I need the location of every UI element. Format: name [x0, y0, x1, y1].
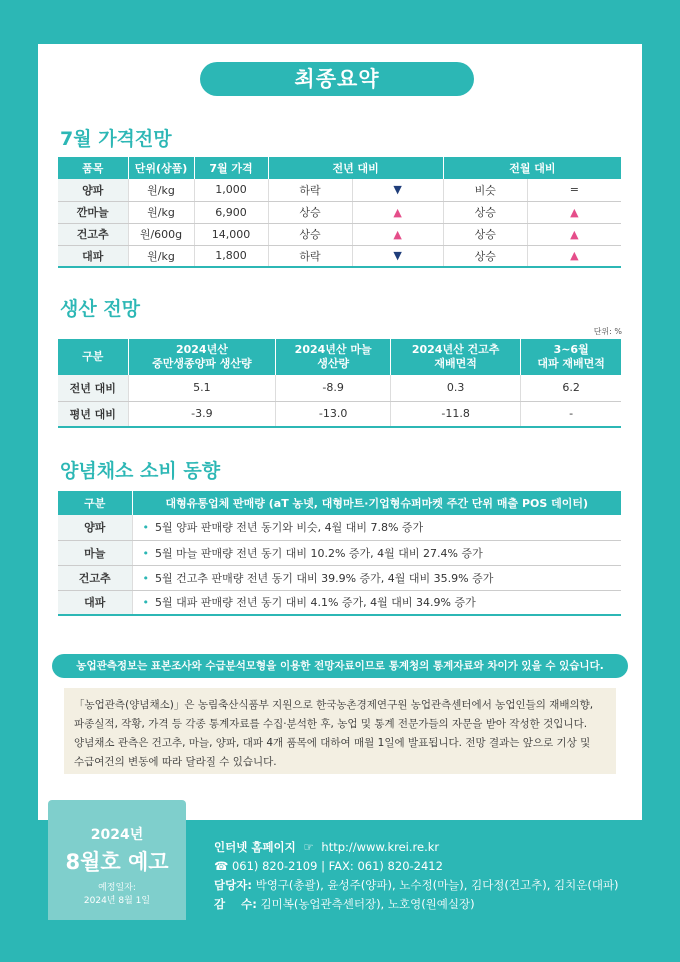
production-header: 2024년산 마늘 생산량	[276, 339, 391, 375]
contact-info	[214, 838, 619, 914]
summary-banner: 최종요약	[200, 62, 474, 96]
price-value: 6,900	[194, 201, 268, 223]
next-issue-year: 2024년	[90, 827, 144, 843]
phone-icon: ☎	[214, 859, 229, 873]
info-line: 파종실적, 작황, 가격 등 각종 통계자료를 수집·분석한 후, 농업 및 통계 전문가들의 자문을 받아 작성한 것입니다.	[74, 718, 588, 730]
price-row	[58, 201, 621, 223]
price-row	[58, 179, 621, 201]
phone-fax: 061) 820-2109 | FAX: 061) 820-2412	[231, 859, 443, 873]
next-issue-month: 8월호 예고	[65, 850, 169, 874]
homepage-link[interactable]: http://www.krei.re.kr	[321, 840, 440, 854]
price-mom: 상승	[443, 201, 527, 223]
consumption-text: 5월 건고추 판매량 전년 동기 대비 39.9% 증가, 4월 대비 35.9% 증가	[155, 571, 494, 585]
consumption-row	[58, 565, 621, 590]
next-issue-date-label: 예정일자:	[98, 883, 136, 893]
notice-bar: 농업관측정보는 표본조사와 수급분석모형을 이용한 전망자료이므로 통계청의 통계자료와 차이가 있을 수 있습니다.	[52, 654, 628, 678]
price-value: 1,000	[194, 179, 268, 201]
consumption-text: 5월 양파 판매량 전년 동기와 비슷, 4월 대비 7.8% 증가	[155, 521, 424, 535]
production-row	[58, 375, 621, 401]
price-header-unit: 단위(상품)	[128, 157, 194, 179]
production-value: -11.8	[390, 401, 520, 427]
price-mom-symbol: =	[527, 179, 621, 201]
consumption-row-label: 양파	[58, 515, 132, 540]
price-yoy-symbol: ▼	[352, 245, 443, 267]
consumption-text: 5월 대파 판매량 전년 동기 대비 4.1% 증가, 4월 대비 34.9% 증가	[155, 596, 476, 610]
info-line: 「농업관측(양념채소)」은 농림축산식품부 지원으로 한국농촌경제연구원 농업관측센터에서 농업인들의 재배의향,	[74, 699, 594, 711]
price-item: 건고추	[58, 223, 128, 245]
consumption-row-cell	[132, 515, 621, 540]
price-unit: 원/kg	[128, 179, 194, 201]
price-item: 양파	[58, 179, 128, 201]
consumption-row-label: 건고추	[58, 565, 132, 590]
bullet-icon: •	[142, 596, 149, 610]
price-mom-symbol: ▲	[527, 245, 621, 267]
production-row-label: 평년 대비	[58, 401, 128, 427]
price-value: 1,800	[194, 245, 268, 267]
price-mom: 상승	[443, 223, 527, 245]
consumption-header-category: 구분	[58, 491, 132, 515]
price-yoy: 하락	[268, 245, 352, 267]
production-unit-label: 단위: %	[593, 327, 622, 336]
price-section-title: 7월 가격전망	[60, 128, 172, 150]
production-header: 2024년산 건고추 재배면적	[390, 339, 520, 375]
homepage-label: 인터넷 홈페이지	[214, 840, 296, 854]
consumption-text: 5월 마늘 판매량 전년 동기 대비 10.2% 증가, 4월 대비 27.4% 증가	[155, 546, 483, 560]
production-value: 5.1	[128, 375, 276, 401]
bullet-icon: •	[142, 571, 149, 585]
production-value: -8.9	[276, 375, 391, 401]
price-unit: 원/600g	[128, 223, 194, 245]
price-row	[58, 245, 621, 267]
consumption-row-cell	[132, 590, 621, 615]
consumption-row-cell	[132, 540, 621, 565]
production-value: -3.9	[128, 401, 276, 427]
production-value: 6.2	[521, 375, 621, 401]
price-yoy-symbol: ▲	[352, 201, 443, 223]
consumption-header-sales: 대형유통업체 판매량 (aT 농넷, 대형마트·기업형슈퍼마켓 주간 단위 매출 POS 데이터)	[132, 491, 621, 515]
price-item: 깐마늘	[58, 201, 128, 223]
price-yoy: 상승	[268, 223, 352, 245]
price-row	[58, 223, 621, 245]
consumption-row-cell	[132, 565, 621, 590]
pointing-hand-icon: ☞	[303, 840, 314, 854]
report-sheet	[38, 44, 642, 820]
consumption-section-title: 양념채소 소비 동향	[60, 460, 221, 482]
price-mom-symbol: ▲	[527, 201, 621, 223]
production-header: 3~6월 대파 재배면적	[521, 339, 621, 375]
price-mom: 상승	[443, 245, 527, 267]
production-header: 구분	[58, 339, 128, 375]
production-value: 0.3	[390, 375, 520, 401]
price-mom: 비슷	[443, 179, 527, 201]
next-issue-date: 2024년 8월 1일	[83, 896, 151, 906]
production-header: 2024년산 중만생종양파 생산량	[128, 339, 276, 375]
price-unit: 원/kg	[128, 201, 194, 223]
production-row	[58, 401, 621, 427]
consumption-row	[58, 590, 621, 615]
supervisor-names: 김미복(농업관측센터장), 노호영(원예실장)	[260, 897, 475, 911]
price-table	[58, 157, 621, 268]
next-issue-tab	[48, 800, 186, 920]
bullet-icon: •	[142, 546, 149, 560]
production-section-title: 생산 전망	[60, 298, 141, 320]
info-box	[64, 688, 616, 774]
price-yoy-symbol: ▲	[352, 223, 443, 245]
price-header-price: 7월 가격	[194, 157, 268, 179]
price-yoy: 하락	[268, 179, 352, 201]
production-value: -	[521, 401, 621, 427]
price-item: 대파	[58, 245, 128, 267]
production-table	[58, 339, 621, 428]
bullet-icon: •	[142, 521, 149, 535]
staff-label: 담당자:	[214, 878, 252, 892]
production-row-label: 전년 대비	[58, 375, 128, 401]
consumption-row-label: 마늘	[58, 540, 132, 565]
price-mom-symbol: ▲	[527, 223, 621, 245]
price-yoy-symbol: ▼	[352, 179, 443, 201]
staff-names: 박영구(총괄), 윤성주(양파), 노수정(마늘), 김다정(건고추), 김치운(대파)	[255, 878, 619, 892]
price-header-item: 품목	[58, 157, 128, 179]
consumption-row	[58, 515, 621, 540]
consumption-row-label: 대파	[58, 590, 132, 615]
supervisor-label: 감 수:	[214, 897, 257, 911]
price-value: 14,000	[194, 223, 268, 245]
info-line: 양념채소 관측은 건고추, 마늘, 양파, 대파 4개 품목에 대하여 매월 1일에 발표됩니다. 전망 결과는 앞으로 기상 및	[74, 737, 591, 749]
info-line: 수급여건의 변동에 따라 달라질 수 있습니다.	[74, 756, 277, 768]
production-value: -13.0	[276, 401, 391, 427]
price-yoy: 상승	[268, 201, 352, 223]
price-header-mom: 전월 대비	[443, 157, 621, 179]
price-header-yoy: 전년 대비	[268, 157, 443, 179]
consumption-row	[58, 540, 621, 565]
consumption-table	[58, 491, 621, 616]
price-unit: 원/kg	[128, 245, 194, 267]
